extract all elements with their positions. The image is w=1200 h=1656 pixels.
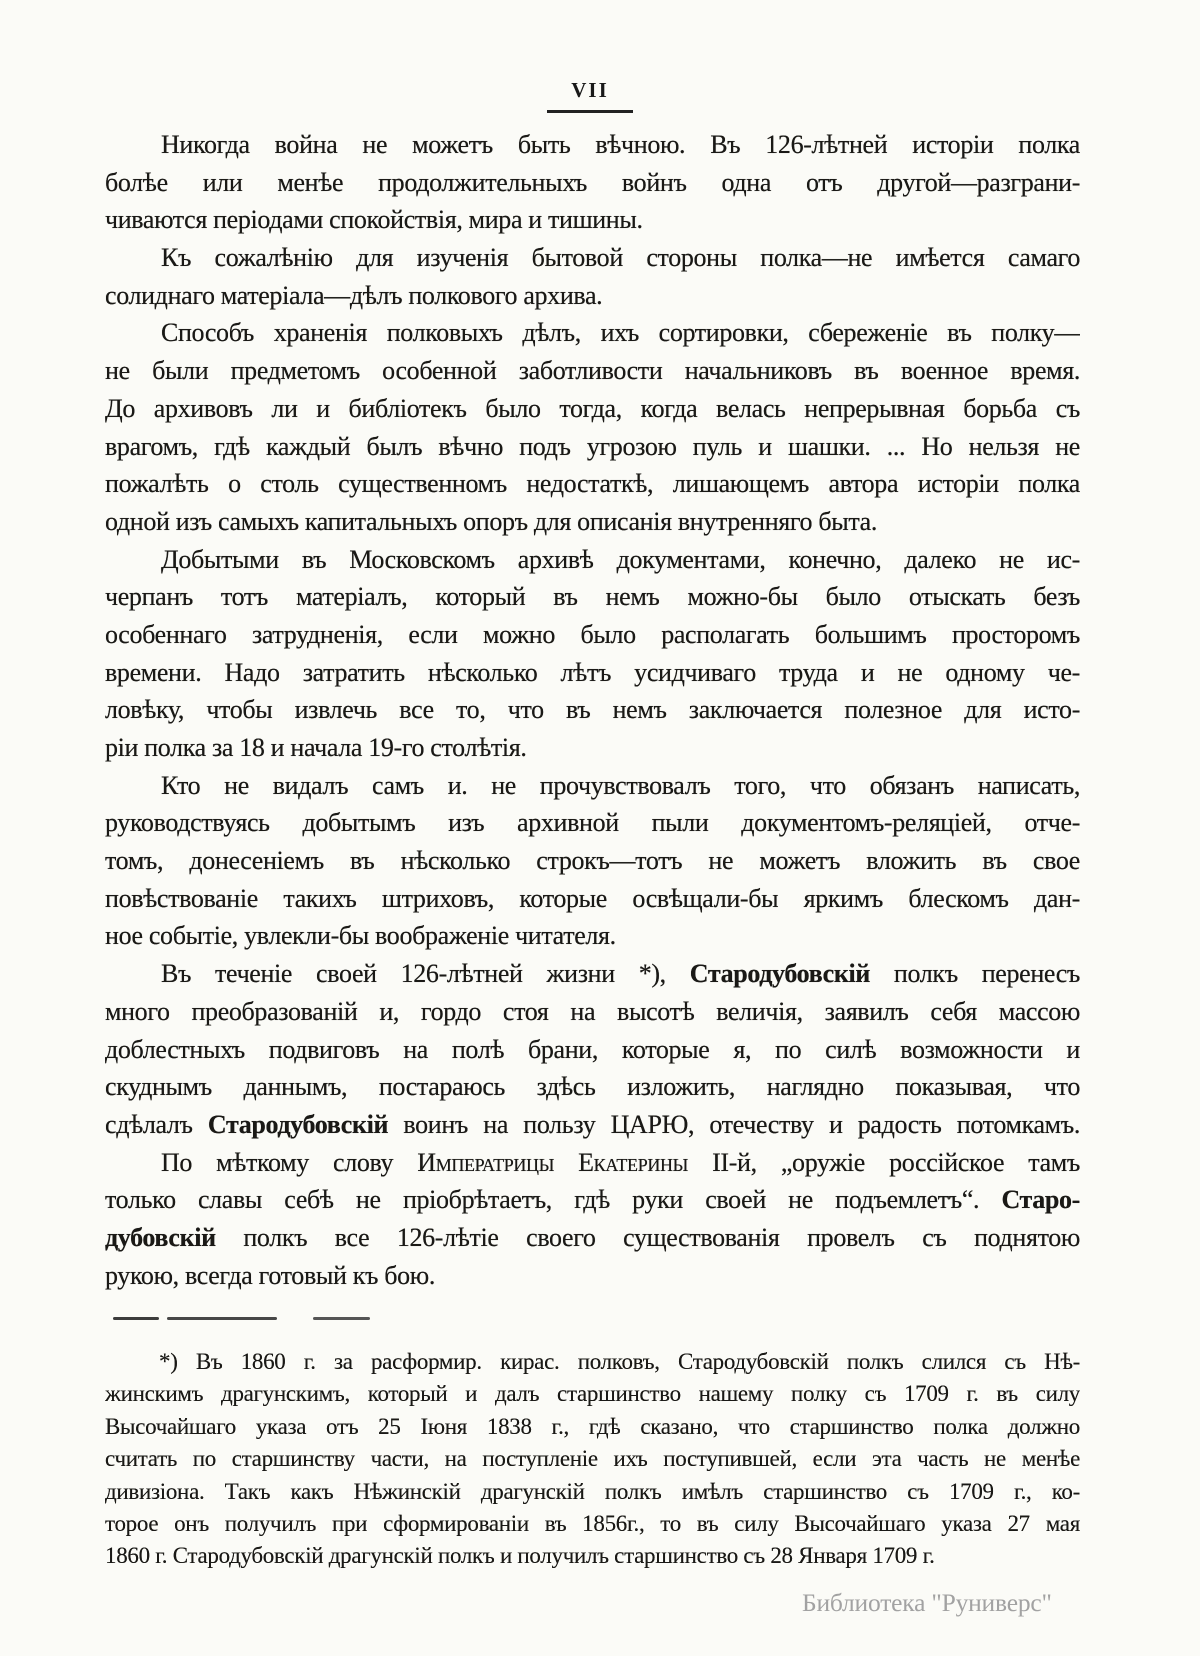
text-line bbox=[105, 1346, 1080, 1378]
text-segment: II-й, „оружіе россійское тамъ bbox=[688, 1147, 1080, 1177]
text-segment: Кто не видалъ самъ и. не прочувствовалъ того, что обязанъ написать, bbox=[161, 770, 1080, 800]
footnote bbox=[105, 1346, 1080, 1573]
text-line bbox=[105, 1540, 1080, 1572]
text-segment: полкъ все 126-лѣтіе своего существованія провелъ съ поднятою bbox=[215, 1222, 1080, 1252]
text-segment: болѣе или менѣе продолжительныхъ войнъ одна отъ другой—разграни- bbox=[105, 167, 1080, 197]
text-line bbox=[105, 541, 1080, 579]
paragraph bbox=[105, 955, 1080, 1143]
text-segment: врагомъ, гдѣ каждый былъ вѣчно подъ угрозою пуль и шашки. ... Но нельзя не bbox=[105, 431, 1080, 461]
text-segment: одной изъ самыхъ капитальныхъ опоръ для описанія внутренняго быта. bbox=[105, 506, 878, 536]
text-line bbox=[105, 804, 1080, 842]
paragraph bbox=[105, 541, 1080, 767]
text-line bbox=[105, 1257, 1080, 1295]
text-line bbox=[105, 1476, 1080, 1508]
text-segment: ріи полка за 18 и начала 19-го столѣтія. bbox=[105, 733, 527, 762]
footnote-separator bbox=[113, 1316, 370, 1320]
text-segment: По мѣткому слову bbox=[161, 1147, 418, 1177]
text-line bbox=[105, 729, 1080, 767]
watermark: Библиотека "Руниверс" bbox=[802, 1588, 1052, 1617]
text-segment: много преобразованій и, гордо стоя на высотѣ величія, заявилъ себя массою bbox=[105, 996, 1080, 1026]
text-segment: особеннаго затрудненія, если можно было располагать большимъ просторомъ bbox=[105, 619, 1080, 649]
text-segment: Въ теченіе своей 126-лѣтней жизни *), bbox=[161, 959, 690, 989]
text-line bbox=[105, 239, 1080, 277]
page-number: VII bbox=[571, 78, 609, 102]
text-segment: До архивовъ ли и библіотекъ было тогда, когда велась непрерывная борьба съ bbox=[105, 393, 1080, 423]
text-segment: пожалѣть о столь существенномъ недостаткѣ, лишающемъ автора исторіи полка bbox=[105, 469, 1080, 499]
text-segment: рукою, всегда готовый къ бою. bbox=[105, 1260, 435, 1290]
text-segment: скуднымъ даннымъ, постараюсь здѣсь изложить, наглядно показывая, что bbox=[105, 1072, 1080, 1102]
text-line bbox=[105, 767, 1080, 805]
text-line bbox=[105, 126, 1080, 164]
text-segment: торое онъ получилъ при сформированіи въ 1856г., то въ силу Высочайшаго указа 27 мая bbox=[105, 1510, 1080, 1536]
text-line bbox=[105, 428, 1080, 466]
text-line bbox=[105, 1443, 1080, 1475]
text-segment: сдѣлалъ bbox=[105, 1109, 208, 1139]
text-line bbox=[105, 164, 1080, 202]
text-line bbox=[105, 917, 1080, 955]
text-line bbox=[105, 1144, 1080, 1182]
text-line bbox=[105, 1378, 1080, 1410]
text-line bbox=[105, 390, 1080, 428]
text-segment: Никогда война не можетъ быть вѣчною. Въ 126-лѣтней исторіи полка bbox=[161, 130, 1080, 159]
text-line bbox=[105, 1031, 1080, 1069]
text-line bbox=[105, 654, 1080, 692]
text-segment: только славы себѣ не пріобрѣтаетъ, гдѣ руки своей не подъемлетъ“. bbox=[105, 1185, 1002, 1215]
text-line bbox=[105, 201, 1080, 239]
text-segment: Стародубовскій bbox=[207, 1109, 389, 1139]
text-line bbox=[105, 1181, 1080, 1219]
paragraph bbox=[105, 314, 1080, 540]
text-line bbox=[105, 880, 1080, 918]
text-segment: ное событіе, увлекли-бы воображеніе читателя. bbox=[105, 921, 616, 951]
text-segment: Добытыми въ Московскомъ архивѣ документами, конечно, далеко не ис- bbox=[161, 544, 1080, 574]
text-segment: не были предметомъ особенной заботливости начальниковъ въ военное время. bbox=[105, 356, 1080, 386]
text-segment: томъ, донесеніемъ въ нѣсколько строкъ—тотъ не можетъ вложить въ свое bbox=[105, 846, 1080, 876]
text-line bbox=[105, 842, 1080, 880]
paragraph bbox=[105, 239, 1080, 314]
text-line bbox=[105, 1219, 1080, 1257]
text-line bbox=[105, 277, 1080, 315]
text-segment: чиваются періодами спокойствія, мира и тишины. bbox=[105, 205, 643, 235]
paragraph bbox=[105, 1144, 1080, 1295]
text-segment: черпанъ тотъ матеріалъ, который въ немъ можно-бы было отыскать безъ bbox=[105, 582, 1080, 612]
text-segment: руководствуясь добытымъ изъ архивной пыли документомъ-реляціей, отче- bbox=[105, 808, 1080, 838]
text-segment: дивизіона. Такъ какъ Нѣжинскій драгунскій полкъ имѣлъ старшинство съ 1709 г., ко- bbox=[105, 1478, 1080, 1504]
text-segment: *) Въ 1860 г. за расформир. кирас. полковъ, Стародубовскій полкъ слился съ Нѣ- bbox=[159, 1349, 1080, 1374]
text-line bbox=[105, 1068, 1080, 1106]
separator-dash bbox=[167, 1317, 277, 1320]
text-segment: Къ сожалѣнію для изученія бытовой стороны полка—не имѣется самаго bbox=[161, 243, 1080, 273]
text-segment: Стародубовскій bbox=[689, 959, 870, 989]
text-segment: Императрицы Екатерины bbox=[417, 1147, 689, 1177]
paragraph bbox=[105, 767, 1080, 955]
text-line bbox=[105, 1508, 1080, 1540]
text-line bbox=[105, 955, 1080, 993]
text-line bbox=[105, 465, 1080, 503]
text-segment: Высочайшаго указа отъ 25 Іюня 1838 г., гдѣ сказано, что старшинство полка должно bbox=[105, 1413, 1080, 1439]
text-segment: времени. Надо затратить нѣсколько лѣтъ усидчиваго труда и не одному че- bbox=[105, 657, 1080, 687]
separator-dash bbox=[113, 1317, 159, 1320]
text-segment: солиднаго матеріала—дѣлъ полкового архива. bbox=[105, 280, 603, 310]
separator-dash bbox=[313, 1317, 370, 1320]
text-line bbox=[105, 1411, 1080, 1443]
page-header bbox=[0, 78, 1190, 113]
text-segment: доблестныхъ подвиговъ на полѣ брани, которые я, по силѣ возможности и bbox=[105, 1034, 1080, 1064]
text-segment: 1860 г. Стародубовскій драгунскій полкъ и получилъ старшинство съ 28 Января 1709 г. bbox=[105, 1543, 935, 1569]
text-line bbox=[105, 616, 1080, 654]
text-segment: воинъ на пользу ЦАРЮ, отечеству и радость потомкамъ. bbox=[388, 1109, 1080, 1139]
text-segment: жинскимъ драгунскимъ, который и далъ старшинство нашему полку съ 1709 г. въ силу bbox=[105, 1381, 1080, 1407]
text-line bbox=[105, 352, 1080, 390]
text-segment: Старо- bbox=[1001, 1185, 1080, 1215]
page-number-rule bbox=[547, 110, 633, 113]
paragraph bbox=[105, 126, 1080, 239]
text-segment: ловѣку, чтобы извлечь все то, что въ немъ заключается полезное для исто- bbox=[105, 695, 1080, 725]
text-line bbox=[105, 314, 1080, 352]
text-line bbox=[105, 578, 1080, 616]
text-line bbox=[105, 503, 1080, 541]
text-line bbox=[105, 993, 1080, 1031]
text-line bbox=[105, 691, 1080, 729]
body-text bbox=[105, 126, 1080, 1294]
text-segment: считать по старшинству части, на поступленіе ихъ поступившей, если эта часть не менѣе bbox=[105, 1446, 1080, 1472]
text-segment: полкъ перенесъ bbox=[870, 959, 1080, 989]
text-line bbox=[105, 1106, 1080, 1144]
text-segment: повѣствованіе такихъ штриховъ, которые освѣщали-бы яркимъ блескомъ дан- bbox=[105, 883, 1080, 913]
text-segment: дубовскій bbox=[105, 1222, 216, 1252]
text-segment: Способъ храненія полковыхъ дѣлъ, ихъ сортировки, сбереженіе въ полку— bbox=[161, 318, 1080, 348]
